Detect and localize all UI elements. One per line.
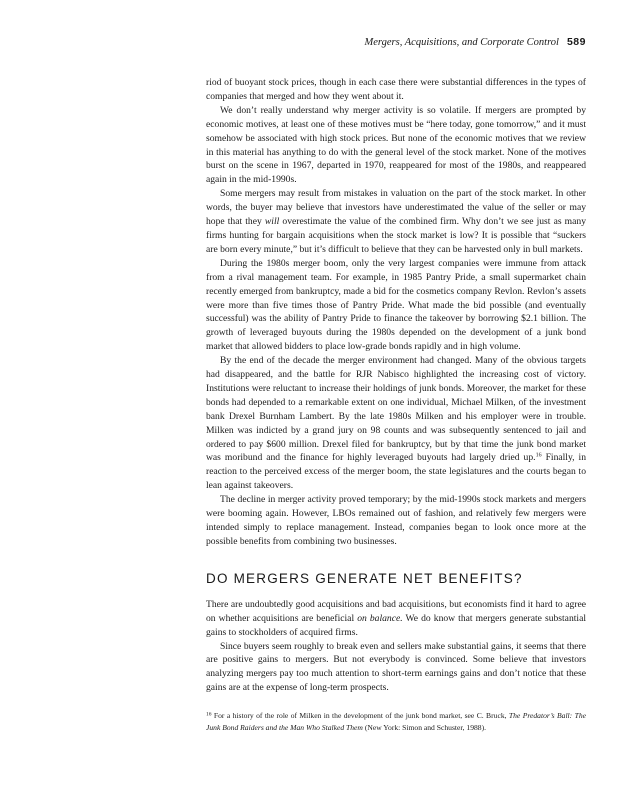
paragraph-text: Finally, in reaction to the perceived excess of the merger boom, the state legislatures and the courts began to lean against takeovers. — [206, 452, 587, 492]
paragraph-text: There are undoubtedly good acquisitions and bad acquisitions, but economists find it hard to agree on whether acquisitions are beneficial — [206, 598, 586, 624]
paragraph — [206, 187, 586, 257]
section-heading: DO MERGERS GENERATE NET BENEFITS? — [206, 570, 523, 586]
paragraph — [206, 598, 586, 640]
paragraph: During the 1980s merger boom, only the very largest companies were immune from attack from a rival management team. For example, in 1985 Pantry Pride, a small supermarket chain recently emerged from bankruptcy, made a bid for the cosmetics company Revlon. Revlon’s assets were more than five times those of Pantry Pride. What made the bid possible (and eventually successful) was the ability of Pantry Pride to finance the takeover by borrowing $2.1 billion. The growth of leveraged buyouts during the 1980s depended on the development of a junk bond market that allowed bidders to place low-grade bonds rapidly and in high volume. — [206, 257, 586, 353]
footnote-text: (New York: Simon and Schuster, 1988). — [362, 722, 487, 732]
footnote-text: For a history of the role of Milken in the development of the junk bond market, see C. Bruck, — [211, 711, 509, 720]
footnote-number: 16 — [206, 711, 212, 718]
paragraph-text: We do know that mergers generate substantial gains to stockholders of acquired firms. — [206, 612, 586, 638]
page-number: 589 — [566, 36, 586, 48]
main-text — [206, 76, 586, 695]
emphasis: will — [264, 216, 280, 228]
paragraph-text: overestimate the value of the combined firm. Why don’t we see just as many firms hunting for bargain acquisitions when the stock market is low? It is possible that “suckers are born every minute,” but it’s difficult to believe that they can be harvested only in bull markets. — [206, 216, 586, 255]
paragraph-text: Some mergers may result from mistakes in valuation on the part of the stock market. In other words, the buyer may believe that investors have underestimated the value of the seller or may hope that they — [206, 188, 586, 228]
footnote — [206, 710, 586, 733]
footnote-book-title: The Predator’s Ball: The Junk Bond Raiders and the Man Who Stalked Them — [206, 711, 586, 732]
paragraph-continued: riod of buoyant stock prices, though in each case there were substantial differences in the types of companies that merged and how they went about it. — [206, 77, 586, 102]
footnote-reference[interactable]: 16 — [535, 452, 542, 459]
paragraph: The decline in merger activity proved temporary; by the mid-1990s stock markets and mergers were booming again. However, LBOs remained out of fashion, and relatively few mergers were intended simply to replace management. Instead, companies began to look once more at the possible benefits from combining two businesses. — [206, 494, 586, 547]
paragraph: Since buyers seem roughly to break even and sellers make substantial gains, it seems that there are positive gains to mergers. But not everybody is convinced. Some believe that investors analyzing mergers pay too much attention to short-term earnings gains and don’t notice that these gains are at the expense of long-term prospects. — [206, 640, 586, 694]
emphasis: on balance. — [357, 612, 403, 624]
running-title: Mergers, Acquisitions, and Corporate Control — [364, 37, 559, 48]
paragraph: We don’t really understand why merger activity is so volatile. If mergers are prompted by economic motives, at least one of these motives must be “here today, gone tomorrow,” and it must somehow be associated with high stock prices. But none of the economic motives that we review in this material has anything to do with the general level of the stock market. None of the motives burst on the scene in 1967, departed in 1970, reappeared for most of the 1980s, and reappeared again in the mid-1990s. — [206, 104, 586, 186]
running-header — [206, 36, 586, 48]
paragraph — [206, 354, 586, 493]
paragraph-text: By the end of the decade the merger environment had changed. Many of the obvious targets had disappeared, and the battle for RJR Nabisco highlighted the increasing cost of victory. Institutions were reluctant to increase their holdings of junk bonds. Moreover, the market for these bonds had depended to a remarkable extent on one individual, Michael Milken, of the investment bank Drexel Burnham Lambert. By the late 1980s Milken and his employer were in trouble. Milken was indicted by a grand jury on 98 counts and was subsequently sentenced to jail and ordered to pay $600 million. Drexel filed for bankruptcy, but by that time the junk bond market was moribund and the finance for highly leveraged buyouts had largely dried up. — [206, 355, 586, 464]
